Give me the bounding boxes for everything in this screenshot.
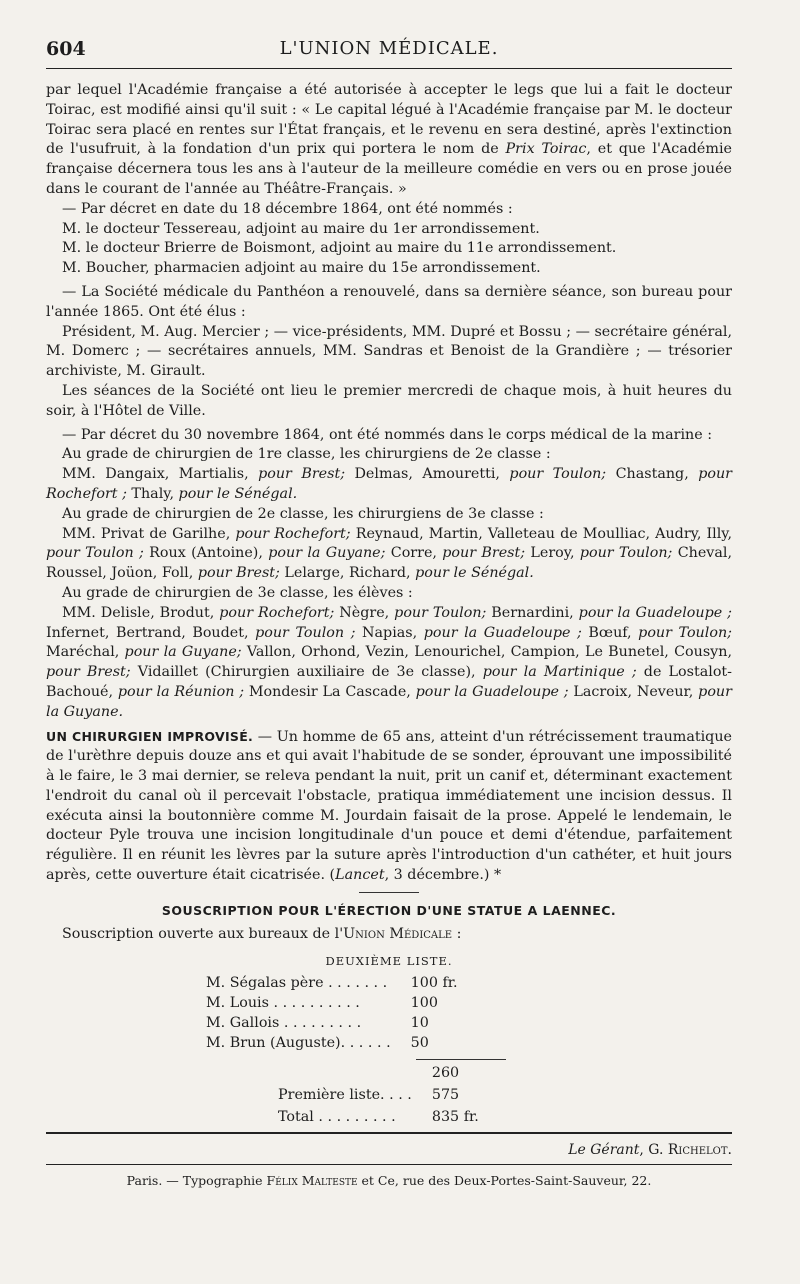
paragraph-chirurgien: UN CHIRURGIEN IMPROVISÉ. — Un homme de 65 ans, atteint d'un rétrécissement traumatique de l'urèthre depuis douze ans et qui avait l'habitude de se sonder, éprouvant une impossibilité à le faire, le 3 mai dernier, se releva pendant la nuit, prit un canif et, déterminant exactement l'endroit du canal où il percevait l'obstacle, pratiqua immédiatement une incision dessus. Il exécuta ainsi la boutonnière comme M. Jourdain faisait de la prose. Appelé le lendemain, le docteur Pyle trouva une incision longitudinale d'un pouce et demi d'étendue, parfaitement régulière. Il en réunit les lèvres par la suture après l'introduction d'un cathéter, et huit jours après, cette ouverture était cicatrisée. (Lancet, 3 décembre.) *	[46, 728, 732, 884]
divider	[46, 1132, 732, 1134]
appointment-line: M. le docteur Tessereau, adjoint au maire du 1er arrondissement.	[62, 220, 540, 237]
subtotal-row: 260	[431, 1065, 460, 1082]
divider	[359, 892, 419, 893]
totals-table	[278, 1062, 492, 1128]
article-body	[46, 81, 732, 1128]
paragraph-toirac: par lequel l'Académie française a été autorisée à accepter le legs que lui a fait le docteur Toirac, est modifié ainsi qu'il suit : « Le capital légué à l'Académie française par M. le docteur Toirac sera placé en rentes sur l'État français, et le revenu en sera destiné, après l'extinction de l'usufruit, à la fondation d'un prix qui portera le nom de Prix Toirac, et que l'Académie française décernera tous les ans à l'auteur de la meilleure comédie en vers ou en prose jouée dans le courant de l'année au Théâtre-Français. »	[46, 82, 732, 197]
signature: Le Gérant, G. Richelot.	[568, 1142, 732, 1159]
grade-list: MM. Delisle, Brodut, pour Rochefort; Nègre, pour Toulon; Bernardini, pour la Guadeloupe ; Infernet, Bertrand, Boudet, pour Toulon ; Napias, pour la Guadeloupe ; Bœuf, pour Toulon; Maréchal, pour la Guyane; Vallon, Orhond, Vezin, Lenourichel, Campion, Le Bunetel, Cousyn, pour Brest; Vidaillet (Chirurgien auxiliaire de 3e classe), pour la Martinique ; de Lostalot-Bachoué, pour la Réunion ; Mondesir La Cascade, pour la Guadeloupe ; Lacroix, Neveur, pour la Guyane.	[46, 604, 732, 720]
grade-heading: Au grade de chirurgien de 3e classe, les élèves :	[62, 584, 413, 601]
subscription-intro: Souscription ouverte aux bureaux de l'Union Médicale :	[62, 925, 462, 942]
table-row: M. Ségalas père . . . . . . . 100 fr.	[206, 975, 458, 992]
appointment-line: M. Boucher, pharmacien adjoint au maire du 15e arrondissement.	[62, 260, 541, 277]
subscription-title: SOUSCRIPTION POUR L'ÉRECTION D'UNE STATUE A LAENNEC.	[161, 902, 617, 918]
paragraph-marine: — Par décret du 30 novembre 1864, ont été nommés dans le corps médical de la marine :	[62, 426, 713, 443]
appointment-line: M. le docteur Brierre de Boismont, adjoint au maire du 11e arrondissement.	[62, 240, 617, 257]
grade-heading: Au grade de chirurgien de 2e classe, les chirurgiens de 3e classe :	[62, 505, 544, 522]
section-heading: UN CHIRURGIEN IMPROVISÉ.	[46, 728, 254, 744]
subscription-table	[206, 974, 471, 1053]
divider	[46, 1164, 732, 1165]
table-row: M. Brun (Auguste). . . . . . 50	[206, 1034, 429, 1051]
total-row: Total . . . . . . . . . 835 fr.	[278, 1109, 479, 1126]
list-title: DEUXIÈME LISTE.	[325, 954, 453, 969]
journal-title: L'UNION MÉDICALE.	[279, 38, 499, 59]
paragraph-societe: — La Société médicale du Panthéon a renouvelé, dans sa dernière séance, son bureau pour l'année 1865. Ont été élus :	[46, 283, 732, 320]
grade-list: MM. Privat de Garilhe, pour Rochefort; Reynaud, Martin, Valleteau de Moulliac, Audry, Illy, pour Toulon ; Roux (Antoine), pour la Guyane; Corre, pour Brest; Leroy, pour Toulon; Cheval, Roussel, Joüon, Foll, pour Brest; Lelarge, Richard, pour le Sénégal.	[46, 525, 733, 582]
first-list-row: Première liste. . . . 575	[278, 1087, 460, 1104]
page-number: 604	[46, 38, 86, 60]
paragraph-bureau: Président, M. Aug. Mercier ; — vice-présidents, MM. Dupré et Bossu ; — secrétaire général, M. Domerc ; — secrétaires annuels, MM. Sandras et Benoist de la Grandière ; — trésorier archiviste, M. Girault.	[46, 323, 732, 380]
grade-heading: Au grade de chirurgien de 1re classe, les chirurgiens de 2e classe :	[62, 446, 551, 463]
paragraph-seances: Les séances de la Société ont lieu le premier mercredi de chaque mois, à huit heures du soir, à l'Hôtel de Ville.	[46, 382, 732, 419]
grade-list: MM. Dangaix, Martialis, pour Brest; Delmas, Amouretti, pour Toulon; Chastang, pour Rochefort ; Thaly, pour le Sénégal.	[46, 466, 733, 502]
page	[46, 36, 732, 1188]
table-row: M. Louis . . . . . . . . . . 100	[206, 995, 438, 1012]
printer-footer: Paris. — Typographie Félix Malteste et Ce, rue des Deux-Portes-Saint-Sauveur, 22.	[126, 1173, 652, 1189]
page-header	[46, 36, 732, 69]
paragraph-decret: — Par décret en date du 18 décembre 1864, ont été nommés :	[62, 200, 513, 217]
sum-rule	[416, 1059, 506, 1060]
table-row: M. Gallois . . . . . . . . . 10	[206, 1014, 429, 1031]
